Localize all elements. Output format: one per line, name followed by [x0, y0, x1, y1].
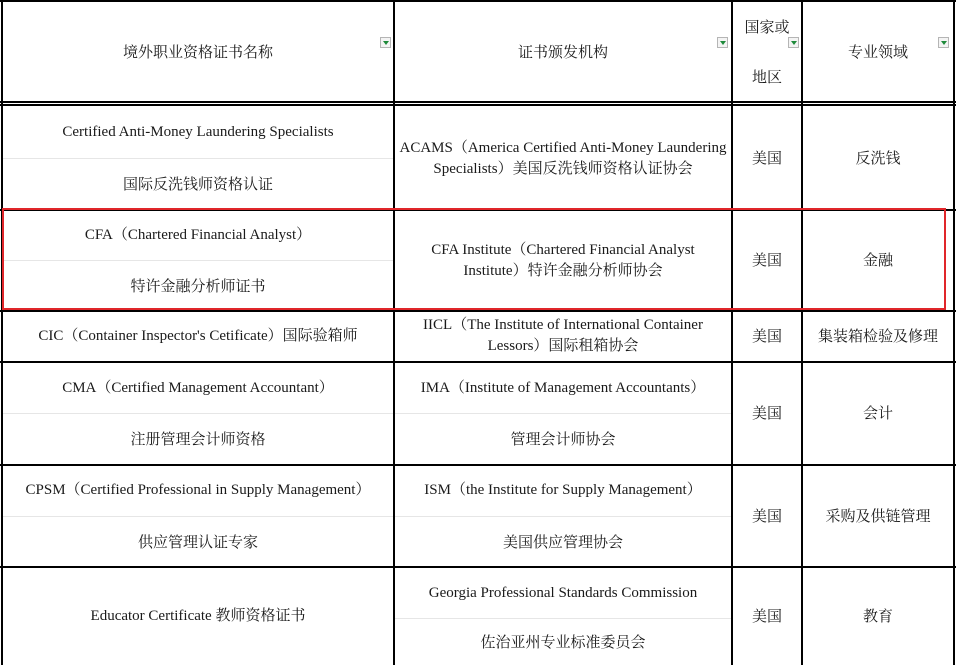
row1-name-cn [2, 159, 394, 210]
row3-name [2, 311, 394, 361]
row5-name-cn [2, 517, 394, 567]
row4-issuer-cn [394, 414, 732, 464]
row1-field [802, 107, 954, 210]
cell-text: 集装箱检验及修理 [817, 326, 938, 345]
row3-field [802, 311, 954, 361]
header-issuer-label: 证书颁发机构 [517, 42, 608, 61]
grid-line [0, 104, 956, 106]
cell-text: 会计 [862, 404, 893, 422]
row5-country [732, 465, 802, 567]
row5-name-en [2, 465, 394, 516]
header-country-label-1: 国家或 [744, 17, 790, 36]
cell-text: CMA（Certified Management Accountant） [62, 379, 334, 396]
row1-country [732, 107, 802, 210]
cell-text: 特许金融分析师证书 [130, 276, 266, 295]
cell-text: 美国 [751, 326, 782, 345]
header-field [802, 2, 954, 102]
cell-text: 供应管理认证专家 [137, 532, 258, 551]
row6-country [732, 568, 802, 665]
row6-field [802, 568, 954, 665]
cell-text: Educator Certificate 教师资格证书 [90, 608, 306, 624]
cell-text: 注册管理会计师资格 [130, 429, 266, 448]
cell-text: 教育 [862, 607, 893, 625]
row4-name-en [2, 363, 394, 413]
row4-name-cn [2, 414, 394, 464]
cell-text: CFA（Chartered Financial Analyst） [84, 226, 312, 243]
row6-issuer-cn [394, 619, 732, 665]
cell-text: 美国 [751, 607, 782, 625]
grid-line [0, 361, 956, 363]
cell-text: Georgia Professional Standards Commission [428, 584, 698, 601]
cell-text: 国际反洗钱师资格认证 [122, 175, 273, 193]
cell-text: 管理会计师协会 [510, 429, 616, 448]
row6-issuer-en [394, 568, 732, 618]
row1-issuer [394, 107, 732, 210]
grid-line [0, 101, 956, 103]
header-name-label: 境外职业资格证书名称 [122, 42, 273, 61]
cell-text: CFA Institute（Chartered Financial Analyst Institute）特许金融分析师协会 [431, 241, 695, 279]
cell-text: Certified Anti-Money Laundering Specialists [62, 124, 334, 140]
row4-issuer-en [394, 363, 732, 413]
grid-line [0, 464, 956, 466]
cell-text: ACAMS（America Certified Anti-Money Laundering Specialists）美国反洗钱师资格认证协会 [399, 139, 727, 177]
cell-text: CIC（Container Inspector's Cetificate）国际验箱师 [38, 327, 358, 344]
row6-name [2, 568, 394, 665]
cell-text: 采购及供链管理 [825, 506, 931, 525]
filter-dropdown-icon[interactable] [938, 37, 949, 48]
cell-text: 美国 [751, 404, 782, 422]
filter-dropdown-icon[interactable] [717, 37, 728, 48]
row3-country [732, 311, 802, 361]
row4-country [732, 363, 802, 464]
row5-issuer-cn [394, 517, 732, 567]
cell-text: 美国 [751, 149, 782, 167]
grid-line [0, 310, 956, 312]
header-field-label: 专业领域 [847, 42, 908, 61]
grid-line [0, 566, 956, 568]
filter-dropdown-icon[interactable] [788, 37, 799, 48]
row5-field [802, 465, 954, 567]
row4-field [802, 363, 954, 464]
cell-text: CPSM（Certified Professional in Supply Management） [25, 482, 371, 498]
row5-issuer-en [394, 465, 732, 516]
grid-line [0, 0, 956, 2]
cell-text: 金融 [862, 251, 893, 269]
row3-issuer [394, 311, 732, 361]
row1-name-en [2, 107, 394, 158]
cell-text: 佐治亚州专业标准委员会 [480, 632, 646, 651]
cell-text: 反洗钱 [855, 149, 901, 167]
cell-text: 美国 [751, 251, 782, 269]
header-issuer [394, 2, 732, 102]
header-country-label-2: 地区 [751, 67, 782, 86]
cell-text: 美国 [751, 506, 782, 525]
highlight-box [2, 208, 946, 310]
header-name [2, 2, 394, 102]
filter-dropdown-icon[interactable] [380, 37, 391, 48]
header-country-line2 [732, 52, 802, 102]
cell-text: 美国供应管理协会 [502, 532, 623, 551]
cell-text: IICL（The Institute of International Container Lessors）国际租箱协会 [423, 317, 703, 354]
cell-text: IMA（Institute of Management Accountants） [420, 379, 706, 396]
cell-text: ISM（the Institute for Supply Management） [424, 482, 702, 498]
